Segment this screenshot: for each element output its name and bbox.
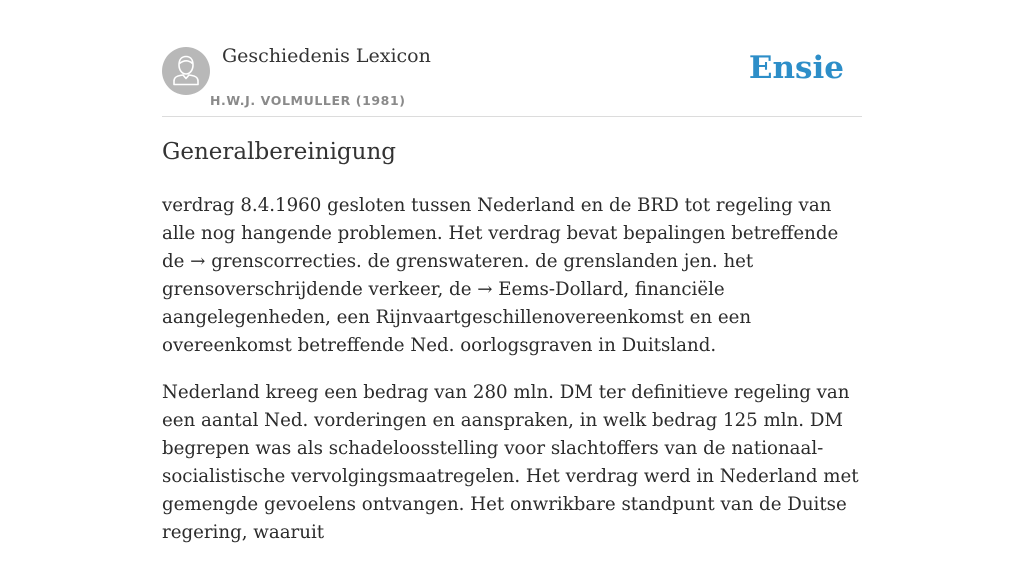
entry-title: Generalbereinigung — [162, 139, 397, 165]
entry-paragraph: Nederland kreeg een bedrag van 280 mln. DM ter definitieve regeling van een aantal Ned. vorderingen en aanspraken, in welk bedrag 125 mln. DM begrepen was als schadeloosstelling voor slachtoffers van de nationaal-socialistische vervolgingsmaatregelen. Het verdrag werd in Nederland met gemengde gevoelens ontvangen. Het onwrikbare standpunt van de Duitse regering, waaruit — [162, 382, 859, 543]
author-byline[interactable]: H.W.J. VOLMULLER (1981) — [210, 93, 406, 108]
lexicon-title[interactable]: Geschiedenis Lexicon — [222, 45, 431, 67]
entry-paragraph: verdrag 8.4.1960 gesloten tussen Nederland en de BRD tot regeling van alle nog hangende problemen. Het verdrag bevat bepalingen betreffende de → grenscorrecties. de grenswateren. de grenslanden jen. het grensoverschrijdende verkeer, de → Eems-Dollard, financiële aangelegenheden, een Rijnvaartgeschillenovereenkomst en een overeenkomst betreffende Ned. oorlogsgraven in Duitsland. — [162, 195, 839, 356]
user-icon[interactable] — [162, 47, 210, 95]
header — [162, 40, 862, 117]
brand-logo[interactable]: Ensie — [748, 50, 844, 86]
entry-body — [162, 192, 862, 566]
